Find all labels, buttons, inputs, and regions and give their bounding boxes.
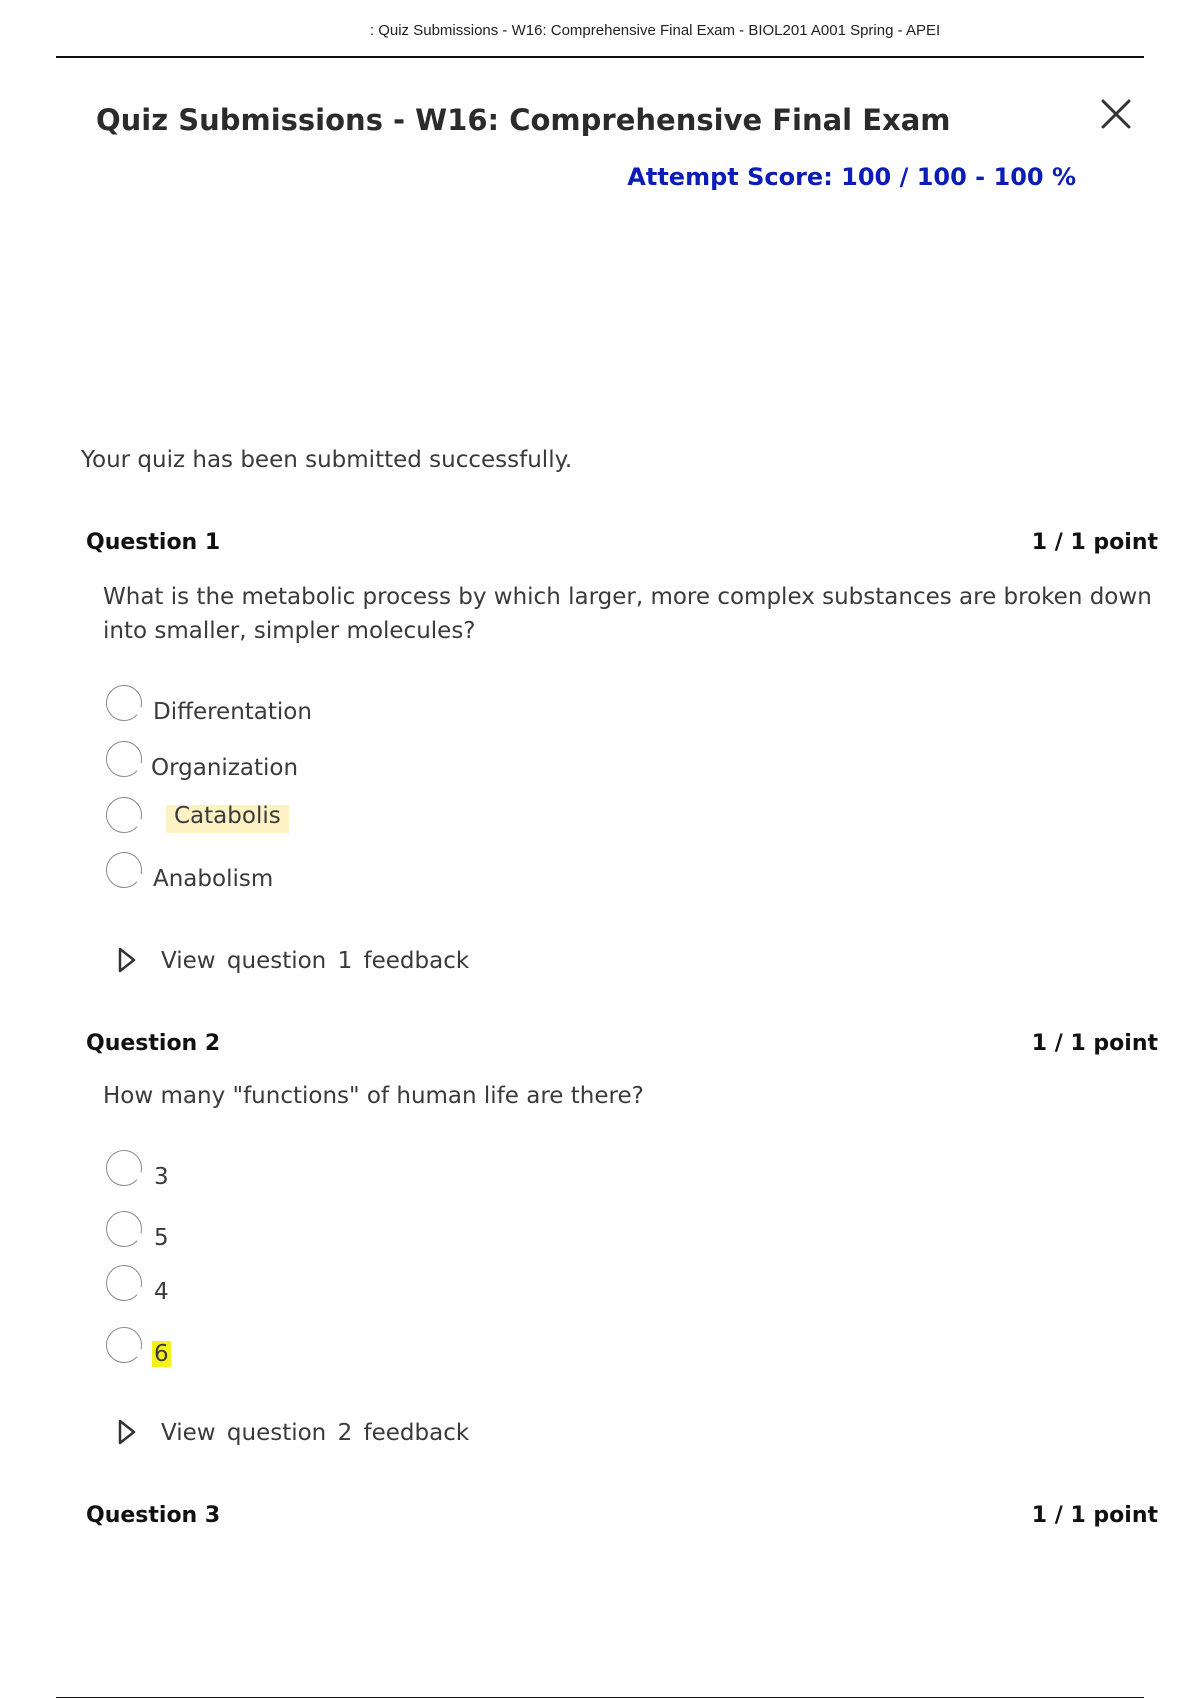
option-label: 5 — [154, 1225, 169, 1251]
page-header: : Quiz Submissions - W16: Comprehensive Final Exam - BIOL201 A001 Spring - APEI — [369, 22, 941, 39]
option-label: Catabolis — [166, 805, 289, 833]
radio-button[interactable] — [106, 1327, 142, 1363]
question-2-text: How many "functions" of human life are there? — [103, 1083, 644, 1109]
question-2-header — [86, 1031, 1158, 1056]
footer-rule — [56, 1697, 1144, 1698]
question-1-label: Question 1 — [86, 530, 221, 555]
feedback-label[interactable]: View question 1 feedback — [161, 948, 470, 974]
radio-button[interactable] — [106, 797, 142, 833]
question-1-text: What is the metabolic process by which larger, more complex substances are broken down into smaller, simpler molecules? — [103, 584, 1152, 644]
option-label: 4 — [154, 1279, 169, 1305]
quiz-title: Quiz Submissions - W16: Comprehensive Final Exam — [96, 103, 951, 137]
question-3-points: 1 / 1 point — [1031, 1503, 1158, 1528]
question-1-points: 1 / 1 point — [1031, 530, 1158, 555]
submitted-message: Your quiz has been submitted successfully. — [81, 447, 573, 473]
option-label: 3 — [154, 1164, 169, 1190]
disclosure-triangle-icon[interactable] — [116, 1418, 138, 1446]
attempt-score: Attempt Score: 100 / 100 - 100 % — [627, 163, 1076, 191]
header-rule — [56, 56, 1144, 58]
radio-button[interactable] — [106, 852, 142, 888]
radio-button[interactable] — [106, 1150, 142, 1186]
option-label: Anabolism — [153, 866, 274, 892]
option-label: Differentation — [153, 699, 312, 725]
radio-button[interactable] — [106, 741, 142, 777]
question-3-header — [86, 1503, 1158, 1528]
radio-button[interactable] — [106, 1265, 142, 1301]
question-1-header — [86, 530, 1158, 555]
option-label: Organization — [151, 755, 299, 781]
feedback-label[interactable]: View question 2 feedback — [161, 1420, 470, 1446]
radio-button[interactable] — [106, 1211, 142, 1247]
question-2-points: 1 / 1 point — [1031, 1031, 1158, 1056]
question-2-label: Question 2 — [86, 1031, 221, 1056]
close-icon[interactable] — [1098, 96, 1134, 132]
disclosure-triangle-icon[interactable] — [116, 946, 138, 974]
radio-button[interactable] — [106, 685, 142, 721]
question-3-label: Question 3 — [86, 1503, 221, 1528]
close-button[interactable] — [1098, 96, 1134, 132]
option-label: 6 — [154, 1341, 169, 1367]
